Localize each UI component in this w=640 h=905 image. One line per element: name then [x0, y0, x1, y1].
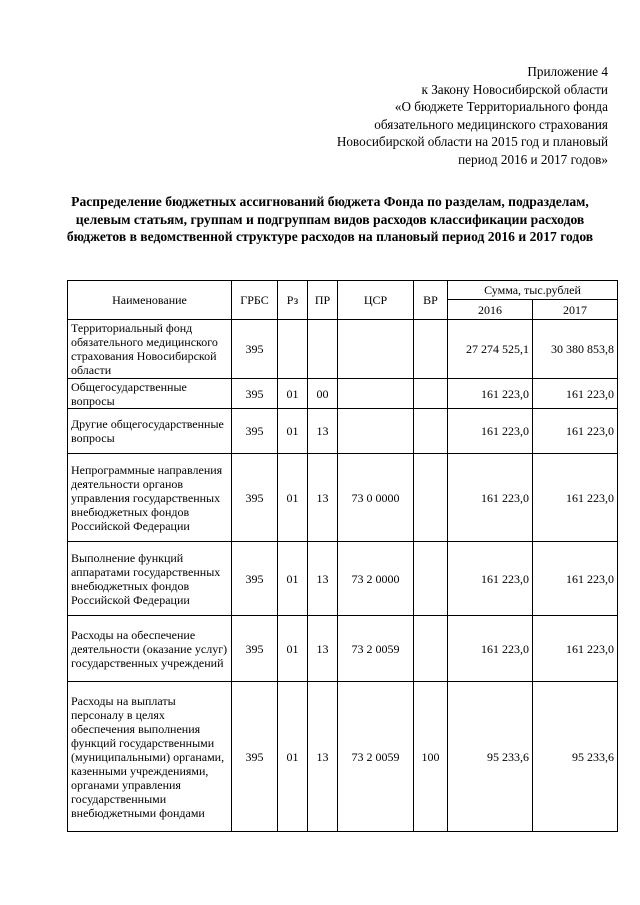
table-row — [68, 379, 618, 409]
row-csr — [338, 320, 414, 379]
row-sum-2016: 161 223,0 — [448, 542, 533, 616]
row-vr — [414, 379, 448, 409]
row-pr: 13 — [308, 682, 338, 832]
header-vr: ВР — [414, 281, 448, 320]
row-pr: 13 — [308, 616, 338, 682]
row-pr: 13 — [308, 454, 338, 542]
appendix-line: к Закону Новосибирской области — [421, 81, 608, 97]
header-sum: Сумма, тыс.рублей — [448, 281, 618, 300]
row-grbs: 395 — [232, 542, 278, 616]
row-sum-2017: 161 223,0 — [533, 542, 618, 616]
header-year-2017: 2017 — [533, 300, 618, 320]
row-sum-2016: 161 223,0 — [448, 454, 533, 542]
row-name: Другие общегосударственные вопросы — [68, 409, 232, 454]
row-vr — [414, 616, 448, 682]
row-name: Расходы на обеспечение деятельности (оказание услуг) государственных учреждений — [68, 616, 232, 682]
row-pr: 13 — [308, 409, 338, 454]
row-grbs: 395 — [232, 616, 278, 682]
row-sum-2017: 95 233,6 — [533, 682, 618, 832]
row-grbs: 395 — [232, 320, 278, 379]
row-rz: 01 — [278, 409, 308, 454]
row-sum-2017: 161 223,0 — [533, 616, 618, 682]
header-csr: ЦСР — [338, 281, 414, 320]
row-csr — [338, 409, 414, 454]
row-csr: 73 2 0059 — [338, 682, 414, 832]
row-grbs: 395 — [232, 409, 278, 454]
row-sum-2016: 161 223,0 — [448, 379, 533, 409]
row-sum-2016: 95 233,6 — [448, 682, 533, 832]
row-vr — [414, 542, 448, 616]
table-row — [68, 682, 618, 832]
row-name: Выполнение функций аппаратами государственных внебюджетных фондов Российской Федерации — [68, 542, 232, 616]
row-sum-2016: 161 223,0 — [448, 409, 533, 454]
row-name: Расходы на выплаты персоналу в целях обеспечения выполнения функций государственными (муниципальными) органами, казенными учреждениями, органами управления государственными внебюджетными фондами — [68, 682, 232, 832]
row-sum-2017: 30 380 853,8 — [533, 320, 618, 379]
table-row — [68, 616, 618, 682]
row-name: Непрограммные направления деятельности органов управления государственных внебюджетных фондов Российской Федерации — [68, 454, 232, 542]
table-row — [68, 409, 618, 454]
row-name: Общегосударственные вопросы — [68, 379, 232, 409]
row-rz: 01 — [278, 379, 308, 409]
budget-table — [67, 280, 618, 832]
row-rz: 01 — [278, 616, 308, 682]
appendix-line: период 2016 и 2017 годов» — [458, 151, 608, 167]
row-vr — [414, 409, 448, 454]
row-csr: 73 2 0000 — [338, 542, 414, 616]
row-pr: 00 — [308, 379, 338, 409]
row-sum-2016: 27 274 525,1 — [448, 320, 533, 379]
row-grbs: 395 — [232, 379, 278, 409]
row-rz — [278, 320, 308, 379]
appendix-line: Приложение 4 — [527, 64, 608, 79]
row-pr — [308, 320, 338, 379]
table-row — [68, 454, 618, 542]
row-csr: 73 2 0059 — [338, 616, 414, 682]
row-vr: 100 — [414, 682, 448, 832]
appendix-line: «О бюджете Территориального фонда — [394, 99, 608, 114]
row-sum-2017: 161 223,0 — [533, 409, 618, 454]
header-pr: ПР — [308, 281, 338, 320]
row-csr: 73 0 0000 — [338, 454, 414, 542]
appendix-block — [337, 63, 608, 168]
header-name: Наименование — [68, 281, 232, 320]
appendix-line: обязательного медицинского страхования — [374, 116, 608, 132]
row-pr: 13 — [308, 542, 338, 616]
row-grbs: 395 — [232, 682, 278, 832]
appendix-line: Новосибирской области на 2015 год и плановый — [336, 134, 608, 149]
row-csr — [338, 379, 414, 409]
header-rz: Рз — [278, 281, 308, 320]
document-title: Распределение бюджетных ассигнований бюджета Фонда по разделам, подразделам, целевым статьям, группам и подгруппам видов расходов классификации расходов бюджетов в ведомственной структуре расходов на плановый период 2016 и 2017 годов — [66, 194, 594, 244]
table-row — [68, 542, 618, 616]
header-year-2016: 2016 — [448, 300, 533, 320]
table-row — [68, 320, 618, 379]
row-vr — [414, 320, 448, 379]
row-sum-2017: 161 223,0 — [533, 454, 618, 542]
row-vr — [414, 454, 448, 542]
row-rz: 01 — [278, 454, 308, 542]
row-rz: 01 — [278, 542, 308, 616]
row-sum-2017: 161 223,0 — [533, 379, 618, 409]
row-name: Территориальный фонд обязательного медицинского страхования Новосибирской области — [68, 320, 232, 379]
row-rz: 01 — [278, 682, 308, 832]
row-grbs: 395 — [232, 454, 278, 542]
row-sum-2016: 161 223,0 — [448, 616, 533, 682]
header-grbs: ГРБС — [232, 281, 278, 320]
